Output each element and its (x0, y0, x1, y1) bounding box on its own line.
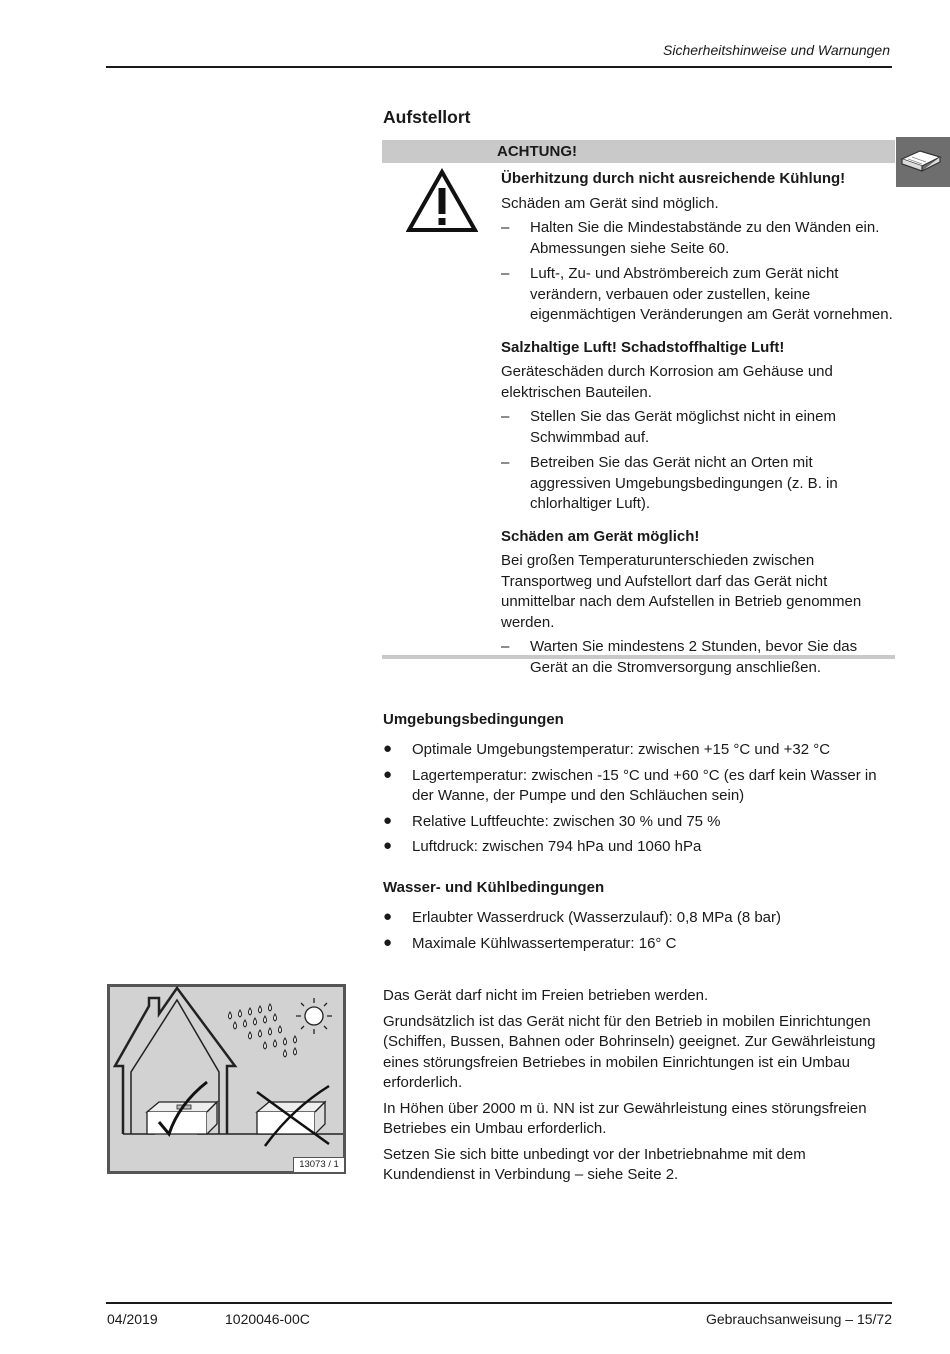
indoor-installation-illustration (107, 984, 346, 1174)
ambient-conditions-list (383, 740, 895, 863)
bullet-marker: ● (383, 837, 393, 854)
list-item-text: Maximale Kühlwassertemperatur: 16° C (412, 934, 677, 952)
figure-code-label: 13073 / 1 (293, 1157, 345, 1173)
warning-text: Bei großen Temperaturunterschieden zwischen Transportweg und Aufstellort darf das Gerät nicht unmittelbar nach dem Aufstellen in Betrieb genommen werden. (501, 552, 862, 631)
paragraph: Grundsätzlich ist das Gerät nicht für den Betrieb in mobilen Einrichtungen (Schiffen, Bussen, Bahnen oder Bohrinseln) geeignet. Zur Gewährleistung eines störungsfreien Betriebes in mobilen Einrichtungen ist ein Umbau erforderlich. (383, 1012, 876, 1091)
warning-block (501, 169, 896, 326)
warning-list-item (501, 407, 896, 448)
warning-label: ACHTUNG! (497, 143, 577, 160)
paragraph: Setzen Sie sich bitte unbedingt vor der Inbetriebnahme mit dem Kundendienst in Verbindung – siehe Seite 2. (383, 1145, 806, 1183)
warning-list-item-text: Warten Sie mindestens 2 Stunden, bevor Sie das Gerät an die Stromversorgung anschließen. (530, 638, 858, 676)
list-item (383, 766, 895, 807)
warning-triangle-icon (406, 168, 478, 234)
bullet-marker: ● (383, 933, 393, 951)
list-item-text: Lagertemperatur: zwischen -15 °C und +60 °C (es darf kein Wasser in der Wanne, der Pumpe und den Schläuchen sein) (412, 766, 877, 804)
chapter-tab (896, 137, 950, 187)
warning-label-bar (382, 140, 895, 163)
list-item (383, 908, 895, 929)
warning-list-item (501, 453, 896, 515)
dash-marker: – (501, 265, 510, 282)
paragraph: Das Gerät darf nicht im Freien betrieben werden. (383, 987, 709, 1004)
dash-marker: – (501, 408, 510, 425)
footer-document-number: 1020046-00C (225, 1311, 310, 1327)
warning-content (501, 169, 896, 690)
list-item (383, 812, 895, 833)
list-item-text: Relative Luftfeuchte: zwischen 30 % und 75 % (412, 812, 721, 830)
list-item-text: Optimale Umgebungstemperatur: zwischen +15 °C und +32 °C (412, 741, 831, 758)
warning-block (501, 338, 896, 515)
footer-page-number: Gebrauchsanweisung – 15/72 (705, 1311, 892, 1327)
warning-list-item-text: Stellen Sie das Gerät möglichst nicht in einem Schwimmbad auf. (530, 408, 836, 446)
warning-list-item (501, 264, 896, 326)
paragraph: In Höhen über 2000 m ü. NN ist zur Gewährleistung eines störungsfreien Betriebes ein Umbau erforderlich. (383, 1099, 867, 1137)
warning-heading: Schäden am Gerät möglich! (501, 527, 700, 545)
section-title: Aufstellort (383, 107, 471, 127)
list-item (383, 934, 895, 955)
dash-marker: – (501, 638, 510, 655)
warning-list-item-text: Luft-, Zu- und Abströmbereich zum Gerät nicht verändern, verbauen oder zustellen, keine eigenmächtigen Veränderungen am Gerät vornehmen. (530, 265, 893, 323)
warning-text: Schäden am Gerät sind möglich. (501, 194, 719, 212)
warning-heading: Salzhaltige Luft! Schadstoffhaltige Luft! (501, 338, 785, 356)
bullet-marker: ● (383, 740, 393, 757)
dash-marker: – (501, 219, 510, 236)
warning-list-item-text: Betreiben Sie das Gerät nicht an Orten mit aggressiven Umgebungsbedingungen (z. B. in chlorhaltiger Luft). (530, 454, 838, 512)
water-conditions-title: Wasser- und Kühlbedingungen (383, 879, 605, 896)
footer-date: 04/2019 (107, 1311, 158, 1327)
warning-list-item-text: Halten Sie die Mindestabstände zu den Wänden ein. Abmessungen siehe Seite 60. (530, 219, 880, 257)
warning-text: Geräteschäden durch Korrosion am Gehäuse und elektrischen Bauteilen. (501, 363, 833, 401)
list-item (383, 740, 895, 761)
bullet-marker: ● (383, 908, 393, 925)
header-divider (106, 66, 892, 68)
warning-list-item (501, 218, 896, 259)
list-item-text: Luftdruck: zwischen 794 hPa und 1060 hPa (412, 838, 702, 855)
warning-bottom-rule (382, 655, 895, 659)
list-item (383, 837, 895, 858)
installation-notes (383, 986, 895, 1191)
dash-marker: – (501, 454, 510, 471)
water-conditions-list (383, 908, 895, 959)
bullet-marker: ● (383, 765, 393, 783)
page-header-title: Sicherheitshinweise und Warnungen (663, 42, 890, 58)
book-icon (896, 137, 950, 187)
warning-heading: Überhitzung durch nicht ausreichende Kühlung! (501, 170, 846, 187)
bullet-marker: ● (383, 811, 393, 829)
footer-divider (106, 1302, 892, 1304)
list-item-text: Erlaubter Wasserdruck (Wasserzulauf): 0,8 MPa (8 bar) (412, 909, 782, 926)
ambient-conditions-title: Umgebungsbedingungen (383, 711, 564, 728)
